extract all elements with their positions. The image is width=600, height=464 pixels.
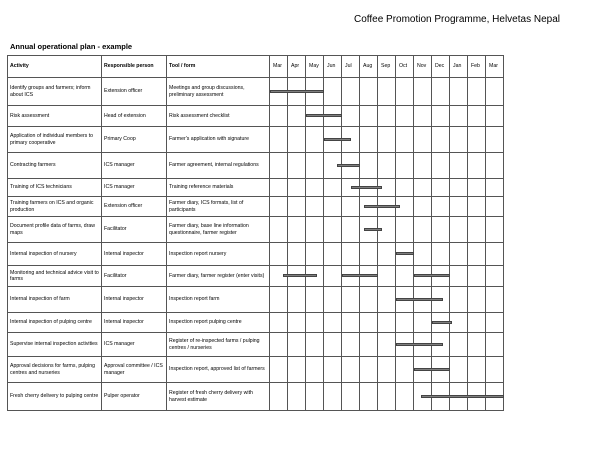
month-cell <box>396 127 414 153</box>
month-cell <box>324 153 342 179</box>
month-cell <box>468 287 486 313</box>
month-cell <box>450 153 468 179</box>
schedule-bar <box>283 274 317 277</box>
month-cell <box>396 243 414 266</box>
month-cell <box>414 313 432 333</box>
month-header: Feb <box>468 56 486 78</box>
month-cell <box>450 179 468 197</box>
month-cell <box>324 243 342 266</box>
month-cell <box>432 153 450 179</box>
month-cell <box>486 78 504 106</box>
month-cell <box>486 313 504 333</box>
month-cell <box>288 197 306 217</box>
schedule-bar <box>364 205 400 208</box>
month-cell <box>342 179 360 197</box>
month-cell <box>468 106 486 127</box>
activity-cell: Training of ICS technicians <box>8 179 102 197</box>
month-cell <box>432 217 450 243</box>
month-cell <box>450 357 468 383</box>
month-cell <box>414 243 432 266</box>
month-cell <box>468 217 486 243</box>
month-cell <box>486 243 504 266</box>
month-cell <box>468 357 486 383</box>
month-header: Apr <box>288 56 306 78</box>
month-cell <box>270 217 288 243</box>
month-header: Mar <box>486 56 504 78</box>
month-cell <box>288 333 306 357</box>
responsible-person-cell: Pulper operator <box>102 383 167 411</box>
month-cell <box>432 127 450 153</box>
month-cell <box>414 106 432 127</box>
month-cell <box>324 383 342 411</box>
activity-header: Activity <box>8 56 102 78</box>
month-cell <box>450 243 468 266</box>
month-cell <box>486 333 504 357</box>
month-cell <box>288 217 306 243</box>
responsible-person-cell: Primary Coop <box>102 127 167 153</box>
responsible-person-cell: Approval committee / ICS manager <box>102 357 167 383</box>
month-cell <box>414 179 432 197</box>
operational-plan-table <box>7 55 504 411</box>
schedule-bar <box>414 274 450 277</box>
month-cell <box>342 333 360 357</box>
month-header: Jun <box>324 56 342 78</box>
document-header: Coffee Promotion Programme, Helvetas Nepal <box>353 14 560 25</box>
responsible-person-cell: Extension officer <box>102 197 167 217</box>
month-cell <box>288 243 306 266</box>
month-cell <box>378 287 396 313</box>
month-cell <box>324 266 342 287</box>
table-row <box>8 179 504 197</box>
month-cell <box>270 197 288 217</box>
activity-cell: Contracting farmers <box>8 153 102 179</box>
table-row <box>8 383 504 411</box>
month-cell <box>378 243 396 266</box>
responsible-person-cell: Internal inspector <box>102 313 167 333</box>
month-cell <box>270 383 288 411</box>
month-cell <box>396 357 414 383</box>
month-cell <box>270 127 288 153</box>
month-cell <box>306 287 324 313</box>
tool-form-cell: Inspection report nursery <box>167 243 270 266</box>
month-cell <box>342 197 360 217</box>
month-cell <box>288 383 306 411</box>
month-header: Aug <box>360 56 378 78</box>
month-cell <box>378 127 396 153</box>
month-cell <box>396 179 414 197</box>
month-cell <box>342 383 360 411</box>
month-cell <box>360 287 378 313</box>
month-cell <box>486 197 504 217</box>
activity-cell: Fresh cherry delivery to pulping centre <box>8 383 102 411</box>
month-cell <box>450 313 468 333</box>
responsible-person-cell: Internal inspector <box>102 287 167 313</box>
activity-cell: Internal inspection of nursery <box>8 243 102 266</box>
month-cell <box>414 383 432 411</box>
month-cell <box>468 197 486 217</box>
month-cell <box>396 287 414 313</box>
month-cell <box>270 153 288 179</box>
month-cell <box>486 217 504 243</box>
tool-form-cell: Inspection report farm <box>167 287 270 313</box>
month-cell <box>486 179 504 197</box>
month-cell <box>432 313 450 333</box>
month-header: Nov <box>414 56 432 78</box>
month-cell <box>378 383 396 411</box>
responsible-person-cell: Head of extension <box>102 106 167 127</box>
table-row <box>8 243 504 266</box>
month-cell <box>270 287 288 313</box>
month-cell <box>270 266 288 287</box>
month-cell <box>468 266 486 287</box>
month-cell <box>414 197 432 217</box>
schedule-bar <box>432 321 452 324</box>
month-cell <box>468 243 486 266</box>
month-cell <box>270 106 288 127</box>
month-cell <box>306 243 324 266</box>
table-row <box>8 313 504 333</box>
activity-cell: Training farmers on ICS and organic production <box>8 197 102 217</box>
month-cell <box>414 217 432 243</box>
schedule-bar <box>396 252 414 255</box>
month-cell <box>396 266 414 287</box>
responsible-person-cell: ICS manager <box>102 153 167 179</box>
month-cell <box>342 287 360 313</box>
month-cell <box>270 243 288 266</box>
month-cell <box>450 78 468 106</box>
month-cell <box>324 217 342 243</box>
table-row <box>8 78 504 106</box>
table-row <box>8 197 504 217</box>
month-cell <box>360 333 378 357</box>
month-cell <box>360 217 378 243</box>
responsible-person-cell: Internal inspector <box>102 243 167 266</box>
month-cell <box>378 313 396 333</box>
month-header: Dec <box>432 56 450 78</box>
month-cell <box>468 333 486 357</box>
month-cell <box>360 78 378 106</box>
month-cell <box>396 333 414 357</box>
month-cell <box>306 153 324 179</box>
schedule-bar <box>421 395 504 398</box>
month-cell <box>486 287 504 313</box>
month-cell <box>360 127 378 153</box>
month-cell <box>342 106 360 127</box>
month-cell <box>450 333 468 357</box>
activity-cell: Approval decisions for farms, pulping centres and nurseries <box>8 357 102 383</box>
table-row <box>8 287 504 313</box>
tool-form-cell: Meetings and group discussions, preliminary assessment <box>167 78 270 106</box>
schedule-bar <box>306 114 342 117</box>
month-cell <box>468 78 486 106</box>
month-cell <box>270 333 288 357</box>
schedule-bar <box>351 186 382 189</box>
month-cell <box>306 197 324 217</box>
month-cell <box>450 127 468 153</box>
month-cell <box>378 153 396 179</box>
month-cell <box>486 153 504 179</box>
month-cell <box>306 179 324 197</box>
schedule-bar <box>337 164 360 167</box>
plan-title: Annual operational plan - example <box>10 42 133 51</box>
table-row <box>8 153 504 179</box>
month-cell <box>342 217 360 243</box>
month-cell <box>324 78 342 106</box>
tool-form-cell: Farmer agreement, internal regulations <box>167 153 270 179</box>
month-cell <box>360 153 378 179</box>
tool-form-header: Tool / form <box>167 56 270 78</box>
schedule-bar <box>414 368 450 371</box>
month-cell <box>360 243 378 266</box>
month-cell <box>342 313 360 333</box>
responsible-person-header: Responsible person <box>102 56 167 78</box>
month-cell <box>288 153 306 179</box>
tool-form-cell: Register of re-inspected farms / pulping centres / nurseries <box>167 333 270 357</box>
activity-cell: Risk assessment <box>8 106 102 127</box>
month-cell <box>378 266 396 287</box>
table-row <box>8 217 504 243</box>
month-cell <box>270 179 288 197</box>
month-cell <box>468 127 486 153</box>
schedule-bar <box>396 343 443 346</box>
month-cell <box>432 78 450 106</box>
month-cell <box>396 383 414 411</box>
schedule-bar <box>342 274 378 277</box>
responsible-person-cell: ICS manager <box>102 179 167 197</box>
month-cell <box>288 106 306 127</box>
month-cell <box>468 153 486 179</box>
month-header: Sep <box>378 56 396 78</box>
month-cell <box>414 153 432 179</box>
month-cell <box>360 106 378 127</box>
month-cell <box>414 127 432 153</box>
month-header: May <box>306 56 324 78</box>
activity-cell: Monitoring and technical advice visit to farms <box>8 266 102 287</box>
table-row <box>8 266 504 287</box>
month-cell <box>360 197 378 217</box>
month-cell <box>378 106 396 127</box>
month-cell <box>450 266 468 287</box>
month-cell <box>342 357 360 383</box>
table-row <box>8 357 504 383</box>
schedule-bar <box>324 138 351 141</box>
month-cell <box>306 106 324 127</box>
month-cell <box>360 313 378 333</box>
month-header: Mar <box>270 56 288 78</box>
month-header: Jul <box>342 56 360 78</box>
schedule-bar <box>270 90 324 93</box>
month-cell <box>306 127 324 153</box>
month-cell <box>288 179 306 197</box>
table-row <box>8 333 504 357</box>
month-cell <box>324 313 342 333</box>
month-cell <box>396 313 414 333</box>
tool-form-cell: Inspection report, approved list of farmers <box>167 357 270 383</box>
month-cell <box>432 243 450 266</box>
month-cell <box>450 217 468 243</box>
responsible-person-cell: Facilitator <box>102 266 167 287</box>
month-cell <box>450 106 468 127</box>
month-cell <box>486 127 504 153</box>
month-cell <box>468 313 486 333</box>
tool-form-cell: Farmer's application with signature <box>167 127 270 153</box>
tool-form-cell: Farmer diary, base line information questionnaire, farmer register <box>167 217 270 243</box>
responsible-person-cell: ICS manager <box>102 333 167 357</box>
tool-form-cell: Risk assessment checklist <box>167 106 270 127</box>
month-cell <box>324 357 342 383</box>
month-header: Jan <box>450 56 468 78</box>
activity-cell: Supervise internal inspection activities <box>8 333 102 357</box>
month-cell <box>324 287 342 313</box>
month-cell <box>306 217 324 243</box>
schedule-bar <box>396 298 443 301</box>
month-cell <box>324 197 342 217</box>
month-cell <box>342 266 360 287</box>
month-cell <box>414 357 432 383</box>
month-cell <box>288 127 306 153</box>
month-header: Oct <box>396 56 414 78</box>
month-cell <box>324 179 342 197</box>
month-cell <box>288 287 306 313</box>
month-cell <box>414 78 432 106</box>
table-row <box>8 106 504 127</box>
activity-cell: Internal inspection of pulping centre <box>8 313 102 333</box>
table-body <box>8 78 504 411</box>
tool-form-cell: Farmer diary, farmer register (enter visits) <box>167 266 270 287</box>
month-cell <box>324 333 342 357</box>
month-cell <box>432 197 450 217</box>
month-cell <box>342 78 360 106</box>
month-cell <box>306 383 324 411</box>
month-cell <box>378 357 396 383</box>
tool-form-cell: Register of fresh cherry delivery with harvest estimate <box>167 383 270 411</box>
month-cell <box>432 179 450 197</box>
month-cell <box>450 197 468 217</box>
month-cell <box>270 313 288 333</box>
month-cell <box>378 333 396 357</box>
month-cell <box>270 78 288 106</box>
month-cell <box>486 106 504 127</box>
responsible-person-cell: Facilitator <box>102 217 167 243</box>
month-cell <box>360 357 378 383</box>
month-cell <box>306 313 324 333</box>
tool-form-cell: Training reference materials <box>167 179 270 197</box>
month-cell <box>414 266 432 287</box>
month-cell <box>378 78 396 106</box>
month-cell <box>468 179 486 197</box>
month-cell <box>270 357 288 383</box>
month-cell <box>306 357 324 383</box>
table-header-row <box>8 56 504 78</box>
month-cell <box>306 333 324 357</box>
month-cell <box>396 153 414 179</box>
month-cell <box>324 127 342 153</box>
responsible-person-cell: Extension officer <box>102 78 167 106</box>
activity-cell: Internal inspection of farm <box>8 287 102 313</box>
tool-form-cell: Farmer diary, ICS formats, list of participants <box>167 197 270 217</box>
month-cell <box>360 383 378 411</box>
month-cell <box>288 357 306 383</box>
month-cell <box>396 217 414 243</box>
activity-cell: Application of individual members to primary cooperative <box>8 127 102 153</box>
activity-cell: Document profile data of farms, draw maps <box>8 217 102 243</box>
month-cell <box>432 106 450 127</box>
schedule-bar <box>364 228 382 231</box>
month-cell <box>486 357 504 383</box>
month-cell <box>342 243 360 266</box>
month-cell <box>396 106 414 127</box>
month-cell <box>396 78 414 106</box>
tool-form-cell: Inspection report pulping centre <box>167 313 270 333</box>
month-cell <box>450 287 468 313</box>
month-cell <box>486 266 504 287</box>
table-row <box>8 127 504 153</box>
month-cell <box>288 313 306 333</box>
activity-cell: Identify groups and farmers; inform about ICS <box>8 78 102 106</box>
